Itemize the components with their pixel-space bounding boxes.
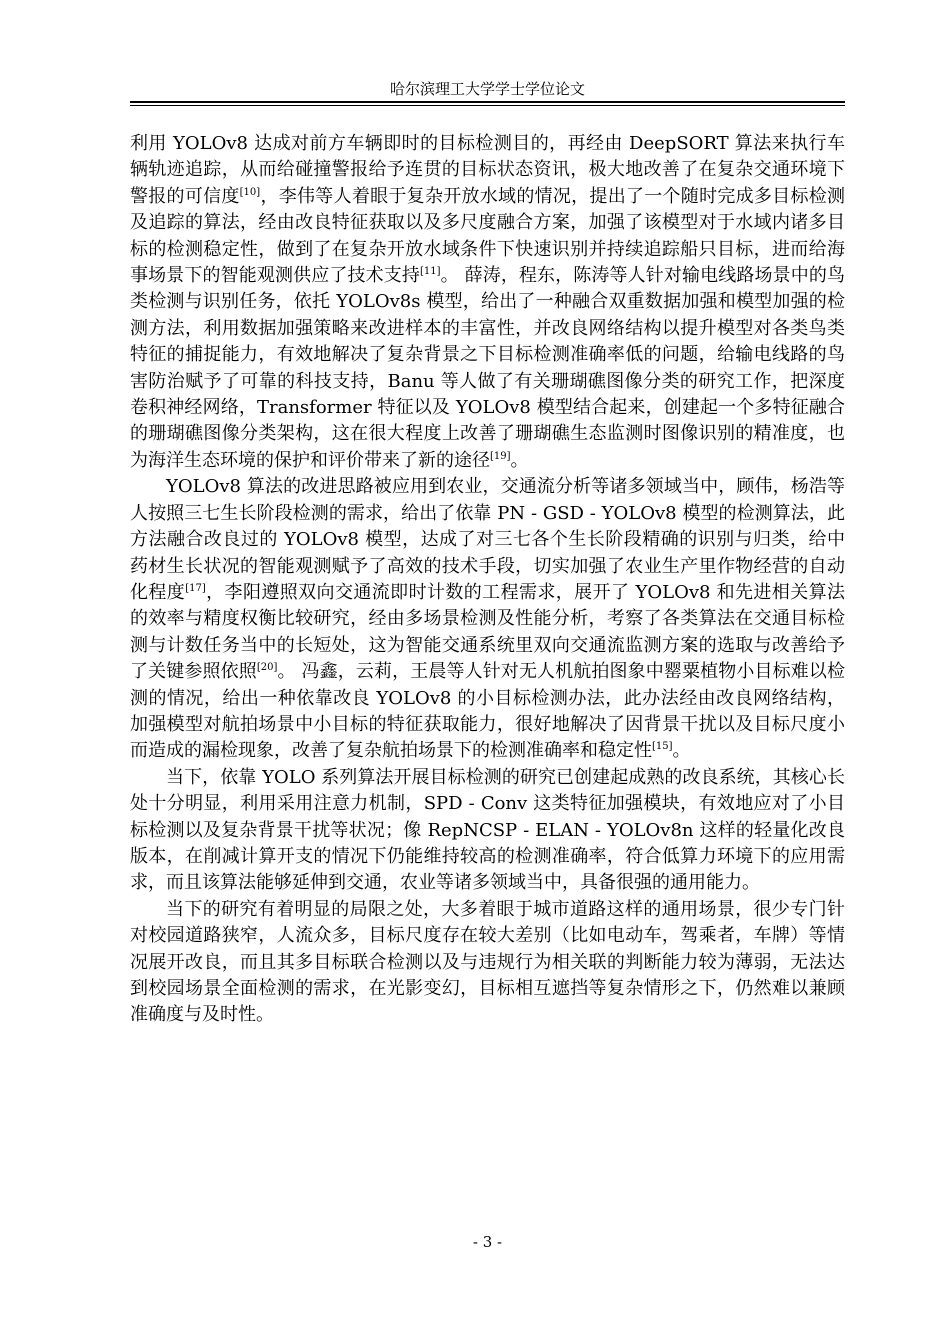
paragraph-text: 。 (510, 449, 529, 471)
header-rule-thin (130, 105, 845, 106)
paragraph-text: YOLOv8 算法的改进思路被应用到农业，交通流分析等诸多领域当中，顾伟，杨浩等人按照三七生长阶段检测的需求，给出了依靠 PN - GSD - YOLOv8 模型的检测算法，此方法融合改良过的 YOLOv8 模型，达成了对三七各个生长阶段精确的识别与归类，给中药材生长状况的智能观测赋予了高效的技术手段，切实加强了农业生产里作物经营的自动化程度 (130, 476, 845, 603)
header-rule-thick (130, 101, 845, 103)
paragraph (130, 897, 845, 1029)
page-number: - 3 - (472, 1233, 503, 1251)
page-header-title: 哈尔滨理工大学学士学位论文 (389, 80, 585, 98)
citation-superscript: [10] (239, 186, 261, 198)
paragraph-text: ，李伟等人着眼于复杂开放水域的情况，提出了一个随时完成多目标检测及追踪的算法，经由改良特征获取以及多尺度融合方案，加强了该模型对于水域内诸多目标的检测稳定性，做到了在复杂开放水域条件下快速识别并持续追踪船只目标，进而给海事场景下的智能观测供应了技术支持 (130, 185, 845, 287)
citation-superscript: [17] (185, 582, 206, 594)
paragraph (130, 474, 845, 764)
paragraph-text: 利用 YOLOv8 达成对前方车辆即时的目标检测目的，再经由 DeepSORT 算法来执行车辆轨迹追踪，从而给碰撞警报给予连贯的目标状态资讯，极大地改善了在复杂交通环境下警报的可信度 (130, 133, 845, 207)
paragraph-text: 。 薛涛，程东，陈涛等人针对输电线路场景中的鸟类检测与识别任务，依托 YOLOv8s 模型，给出了一种融合双重数据加强和模型加强的检测方法，利用数据加强策略来改进样本的丰富性，并改良网络结构以提升模型对各类鸟类特征的捕捉能力，有效地解决了复杂背景之下目标检测准确率低的问题，给输电线路的鸟害防治赋予了可靠的科技支持，Banu 等人做了有关珊瑚礁图像分类的研究工作，把深度卷积神经网络，Transformer 特征以及 YOLOv8 模型结合起来，创建起一个多特征融合的珊瑚礁图像分类架构，这在很大程度上改善了珊瑚礁生态监测时图像识别的精准度，也为海洋生态环境的保护和评价带来了新的途径 (130, 265, 845, 471)
body-text (130, 131, 845, 1029)
paragraph-text: ，李阳遵照双向交通流即时计数的工程需求，展开了 YOLOv8 和先进相关算法的效率与精度权衡比较研究，经由多场景检测及性能分析，考察了各类算法在交通目标检测与计数任务当中的长短处，这为智能交通系统里双向交通流监测方案的选取与改善给予了关键参照依照 (130, 581, 846, 683)
paragraph-text: 。 (672, 740, 691, 762)
paragraph (130, 765, 845, 897)
citation-superscript: [15] (652, 741, 673, 753)
citation-superscript: [20] (256, 662, 278, 674)
paragraph-text: 当下的研究有着明显的局限之处，大多着眼于城市道路这样的通用场景，很少专门针对校园道路狭窄，人流众多，目标尺度存在较大差别（比如电动车，驾乘者，车牌）等情况展开改良，而且其多目标联合检测以及与违规行为相关联的判断能力较为薄弱，无法达到校园场景全面检测的需求，在光影变幻，目标相互遮挡等复杂情形之下，仍然难以兼顾准确度与及时性。 (130, 898, 845, 1026)
paragraph-text: 当下，依靠 YOLO 系列算法开展目标检测的研究已创建起成熟的改良系统，其核心长处十分明显，利用采用注意力机制，SPD - Conv 这类特征加强模块，有效地应对了小目标检测以及复杂背景干扰等状况；像 RepNCSP - ELAN - YOLOv8n 这样的轻量化改良版本，在削减计算开支的情况下仍能维持较高的检测准确率，符合低算力环境下的应用需求，而且该算法能够延伸到交通，农业等诸多领域当中，具备很强的通用能力。 (130, 766, 845, 894)
paragraph-text: 。 冯鑫，云莉，王晨等人针对无人机航拍图象中罂粟植物小目标难以检测的情况，给出一种依靠改良 YOLOv8 的小目标检测办法，此办法经由改良网络结构，加强模型对航拍场景中小目标的特征获取能力，很好地解决了因背景干扰以及目标尺度小而造成的漏检现象，改善了复杂航拍场景下的检测准确率和稳定性 (130, 661, 846, 762)
citation-superscript: [11] (419, 266, 441, 278)
paragraph (130, 131, 845, 474)
citation-superscript: [19] (490, 450, 511, 462)
